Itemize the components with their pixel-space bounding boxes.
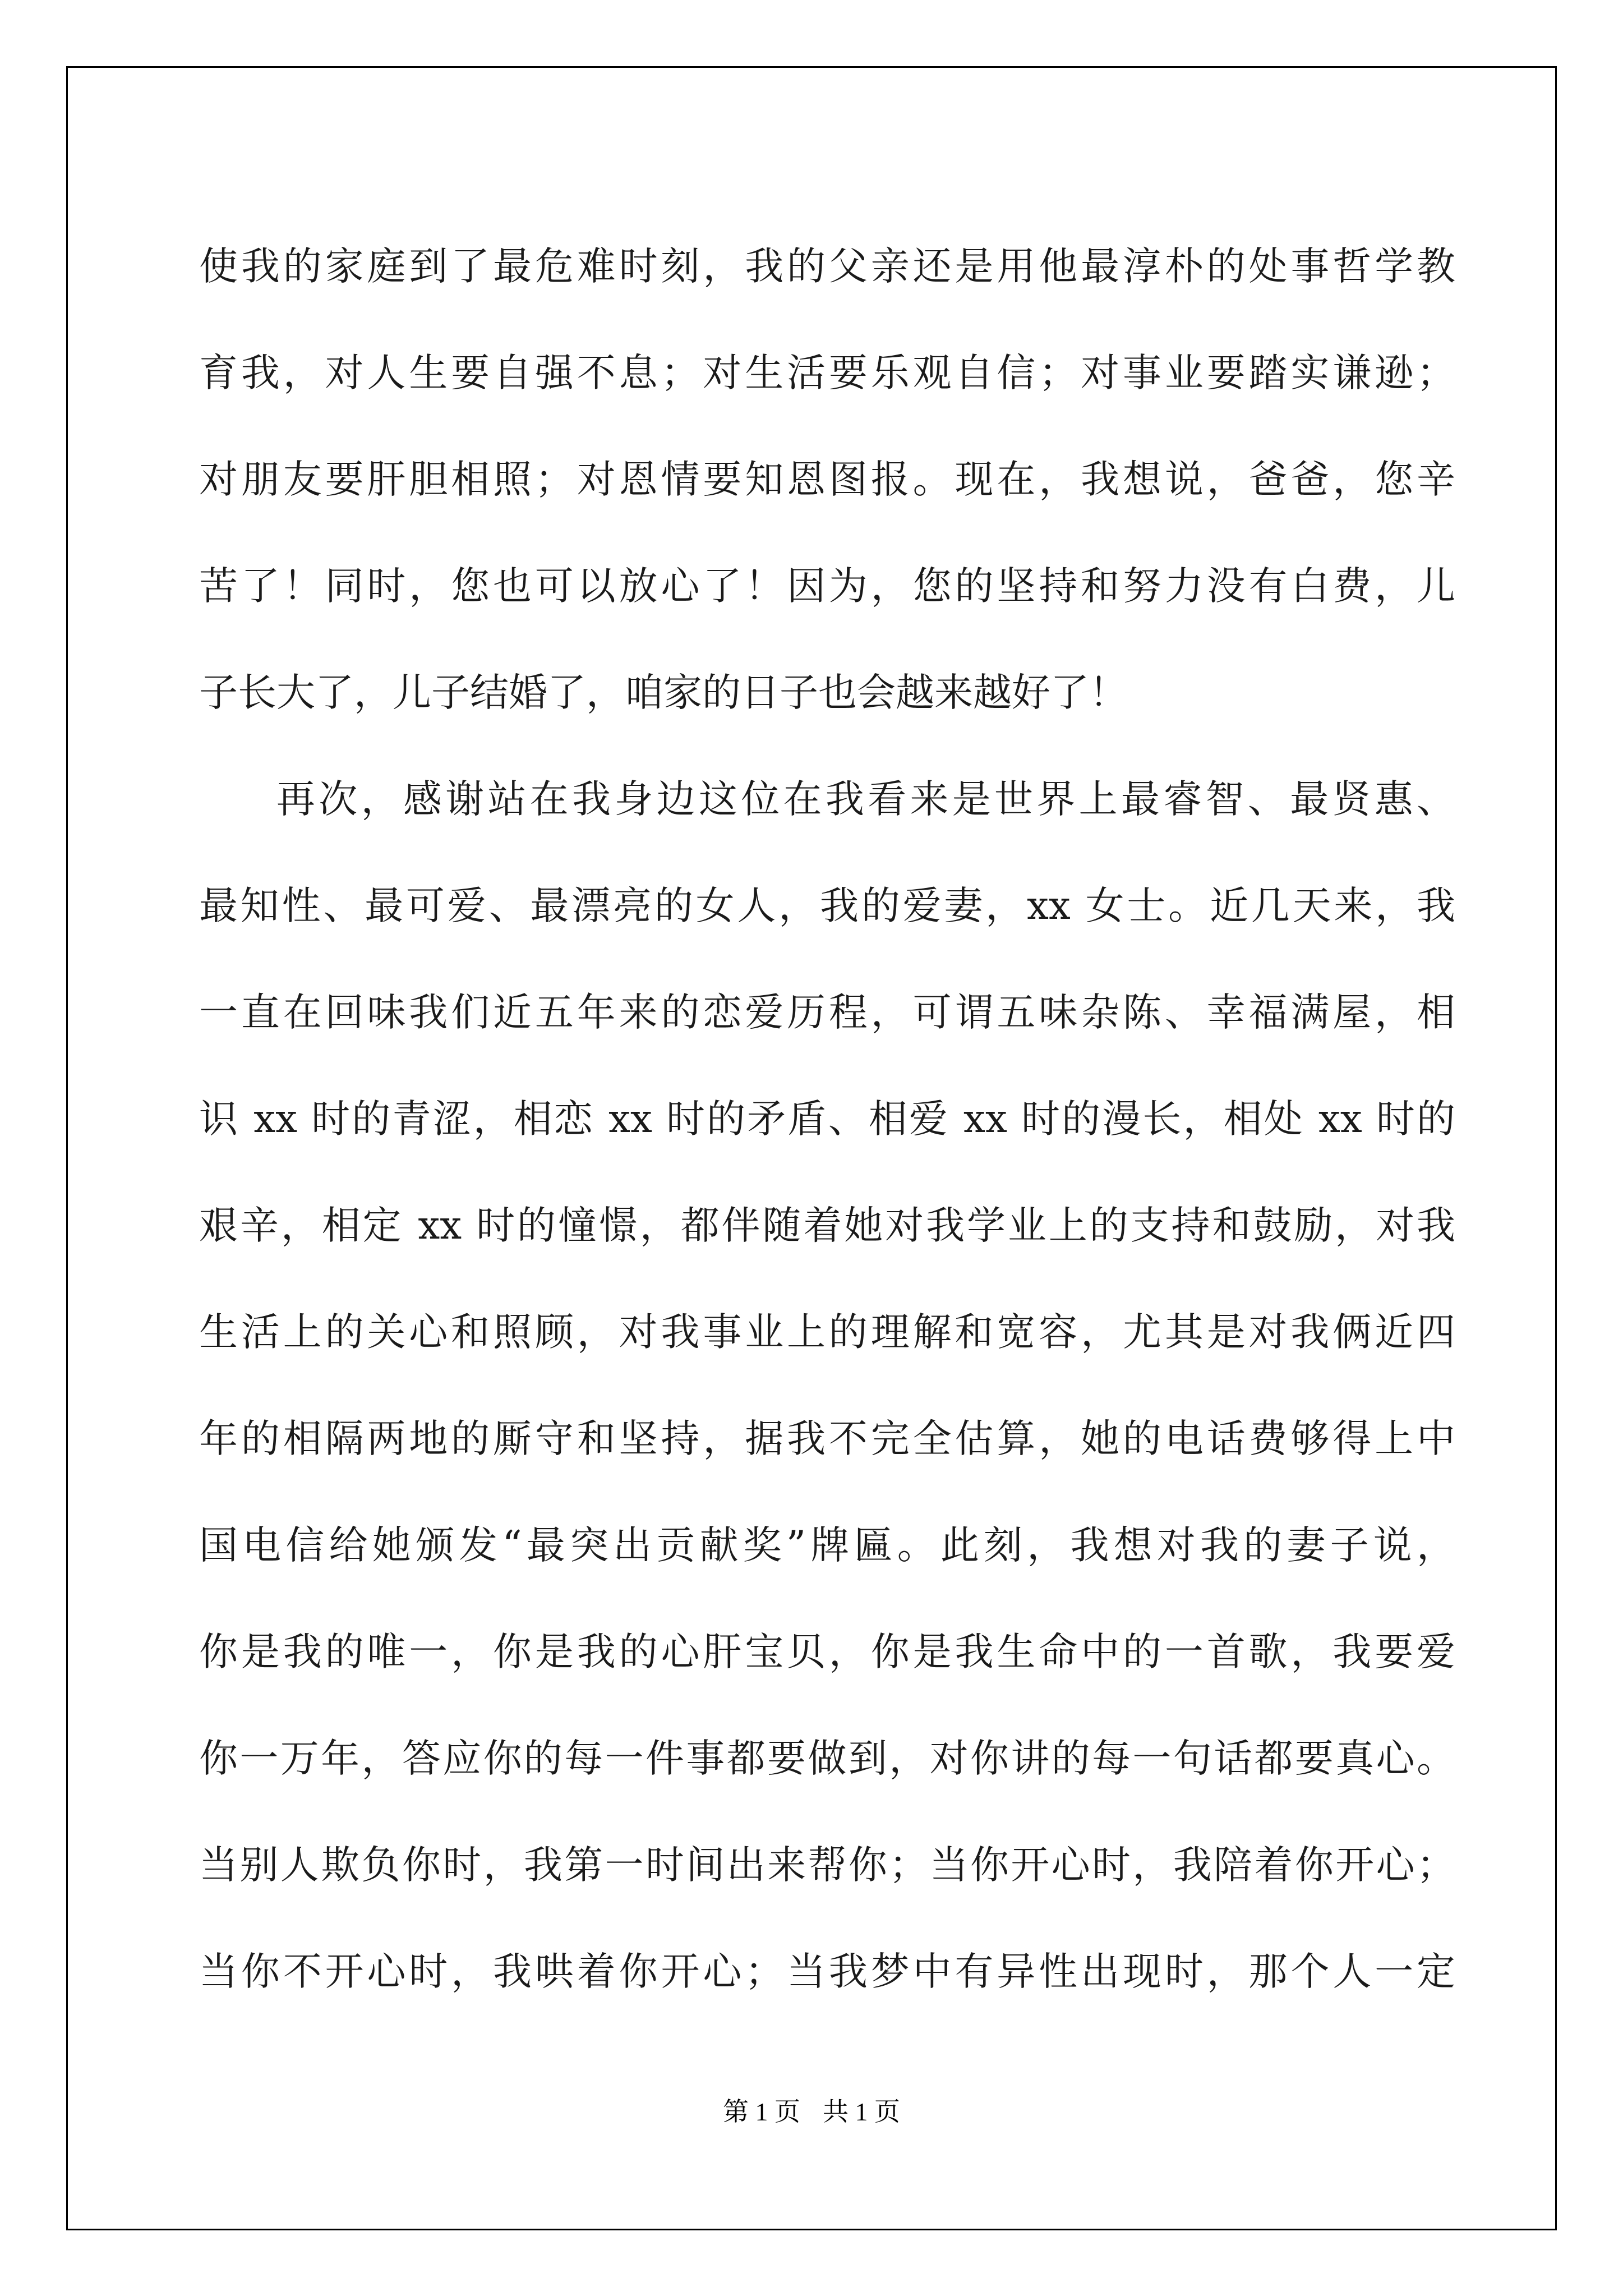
text-line-15: 你一万年，答应你的每一件事都要做到，对你讲的每一句话都要真心。 (199, 1736, 1455, 1781)
page-footer (0, 2095, 1623, 2129)
text-line-14: 你是我的唯一，你是我的心肝宝贝，你是我生命中的一首歌，我要爱 (199, 1630, 1455, 1674)
text-line-8: 一直在回味我们近五年来的恋爱历程，可谓五味杂陈、幸福满屋，相 (199, 990, 1455, 1035)
text-line-16: 当别人欺负你时，我第一时间出来帮你；当你开心时，我陪着你开心； (199, 1843, 1455, 1888)
text-line-10: 艰辛，相定 xx 时的憧憬，都伴随着她对我学业上的支持和鼓励，对我 (199, 1203, 1455, 1248)
text-line-13: 国电信给她颁发“最突出贡献奖”牌匾。此刻，我想对我的妻子说， (199, 1523, 1455, 1568)
text-line-7: 最知性、最可爱、最漂亮的女人，我的爱妻，xx 女士。近几天来，我 (199, 884, 1455, 928)
page-number: 第 1 页 (723, 2097, 800, 2126)
text-line-17: 当你不开心时，我哄着你开心；当我梦中有异性出现时，那个人一定 (199, 1949, 1455, 1994)
text-line-9: 识 xx 时的青涩，相恋 xx 时的矛盾、相爱 xx 时的漫长，相处 xx 时的 (199, 1097, 1455, 1142)
document-body (199, 213, 1455, 2025)
text-line-5: 子长大了，儿子结婚了，咱家的日子也会越来越好了！ (199, 670, 1128, 715)
text-line-12: 年的相隔两地的厮守和坚持，据我不完全估算，她的电话费够得上中 (199, 1416, 1455, 1461)
text-line-1: 使我的家庭到了最危难时刻，我的父亲还是用他最淳朴的处事哲学教 (199, 244, 1455, 289)
text-line-2: 育我，对人生要自强不息；对生活要乐观自信；对事业要踏实谦逊； (199, 351, 1455, 395)
text-line-11: 生活上的关心和照顾，对我事业上的理解和宽容，尤其是对我俩近四 (199, 1310, 1455, 1355)
text-line-4: 苦了！同时，您也可以放心了！因为，您的坚持和努力没有白费，儿 (199, 564, 1455, 609)
text-line-3: 对朋友要肝胆相照；对恩情要知恩图报。现在，我想说，爸爸，您辛 (199, 457, 1455, 502)
text-line-6: 再次，感谢站在我身边这位在我看来是世界上最睿智、最贤惠、 (276, 777, 1455, 822)
page-total: 共 1 页 (823, 2097, 900, 2126)
